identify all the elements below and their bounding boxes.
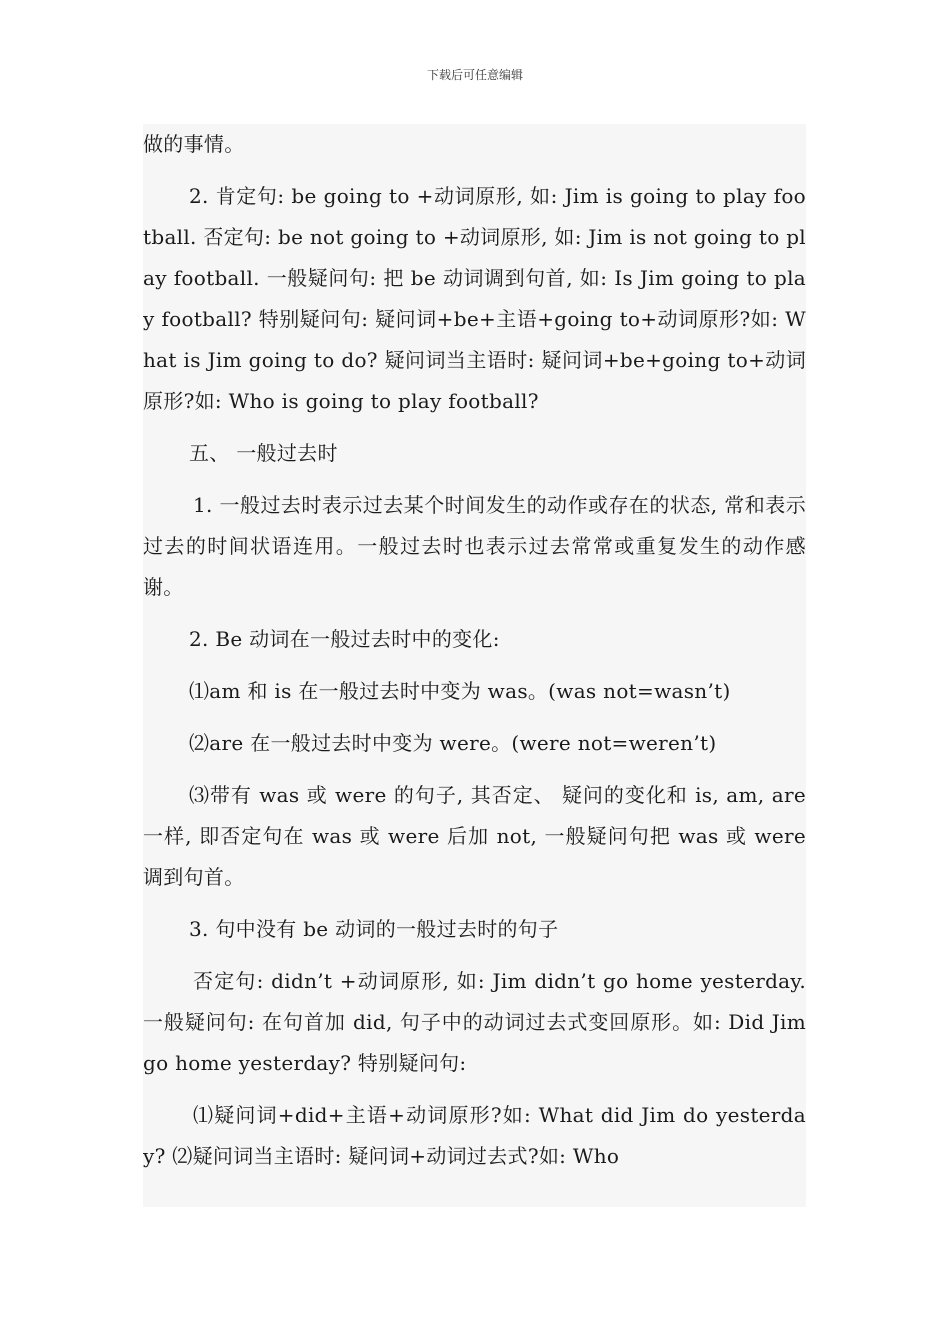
list-item-are: ⑵are 在一般过去时中变为 were。(were not=weren’t) — [189, 731, 717, 755]
paragraph-negative-question: 否定句: didn’t +动词原形, 如: Jim didn’t go home yesterday. 一般疑问句: 在句首加 did, 句子中的动词过去式变回原形。如: Did Jim go home yesterday? 特别疑问句: — [143, 969, 806, 1075]
list-item-am-is: ⑴am 和 is 在一般过去时中变为 was。(was not=wasn’t) — [189, 679, 731, 703]
paragraph-going-to-structure: 2. 肯定句: be going to +动词原形, 如: Jim is going to play football. 否定句: be not going to +动词原形, 如: Jim is not going to play football. 一般疑问句: 把 be 动词调到句首, 如: Is Jim going to play football? 特别疑问句: 疑问词+be+主语+going to+动词原形?如: What is Jim going to do? 疑问词当主语时: 疑问词+be+going to+动词原形?如: Who is going to play football? — [143, 184, 806, 413]
paragraph-continuation: 做的事情。 — [143, 132, 245, 156]
paragraph-past-tense-definition: 1. 一般过去时表示过去某个时间发生的动作或存在的状态, 常和表示过去的时间状语连用。一般过去时也表示过去常常或重复发生的动作感谢。 — [143, 493, 806, 599]
paragraph-be-verb-changes: 2. Be 动词在一般过去时中的变化: — [189, 627, 500, 651]
list-item-was-were: ⑶带有 was 或 were 的句子, 其否定、 疑问的变化和 is, am, are 一样, 即否定句在 was 或 were 后加 not, 一般疑问句把 was 或 were 调到句首。 — [143, 783, 806, 889]
section-heading-past-tense: 五、 一般过去时 — [189, 441, 338, 465]
paragraph-no-be-verb: 3. 句中没有 be 动词的一般过去时的句子 — [189, 917, 559, 941]
paragraph-special-questions: ⑴疑问词+did+主语+动词原形?如: What did Jim do yesterday? ⑵疑问词当主语时: 疑问词+动词过去式?如: Who — [143, 1103, 806, 1168]
document-body — [143, 124, 806, 1207]
page-header: 下载后可任意编辑 — [426, 68, 523, 82]
